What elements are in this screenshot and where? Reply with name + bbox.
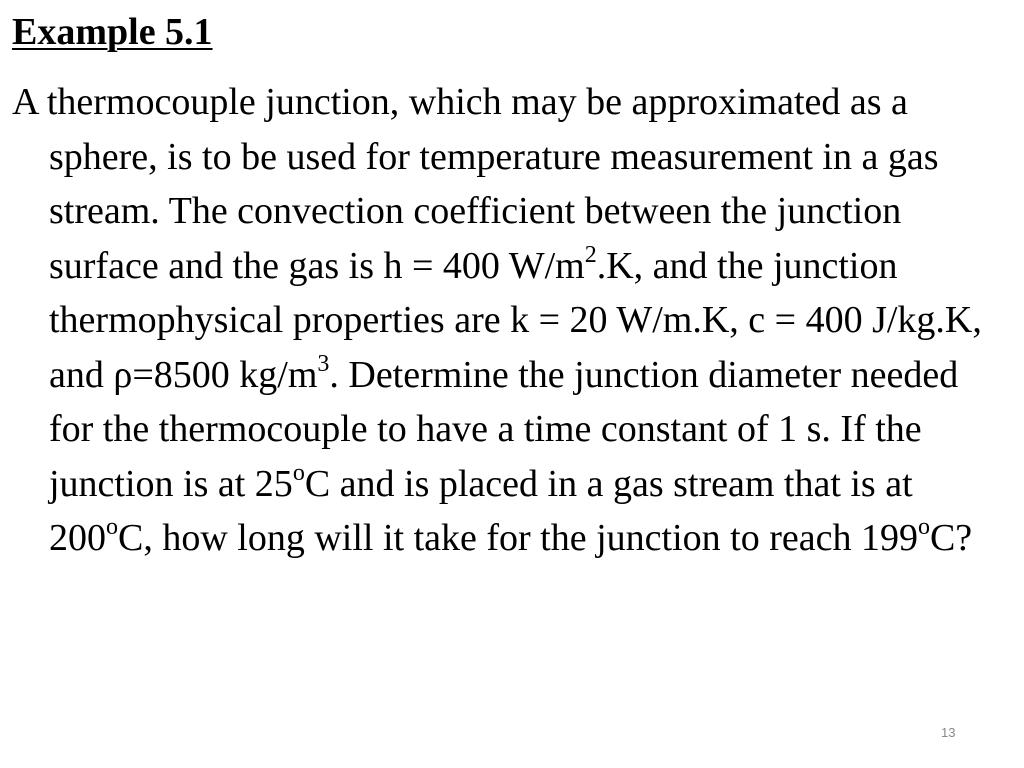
superscript: o bbox=[106, 514, 118, 541]
text-run: A thermocouple junction, which may be approximated as a sphere, is to be used for temperature measurement in a gas stream. The convection coefficient between the junction surface and the gas is h = 400 W/m bbox=[12, 81, 939, 287]
superscript: 3 bbox=[317, 350, 330, 377]
superscript: o bbox=[917, 514, 930, 541]
problem-statement bbox=[12, 75, 1012, 566]
page-number: 13 bbox=[941, 725, 956, 740]
text-run: C? bbox=[929, 517, 973, 559]
text-run: C and is placed in a gas stream that is at 200 bbox=[49, 462, 913, 559]
slide-title: Example 5.1 bbox=[12, 11, 213, 53]
superscript: o bbox=[292, 459, 305, 486]
text-run: C, how long will it take for the junction to reach 199 bbox=[118, 517, 918, 559]
superscript: 2 bbox=[584, 241, 597, 268]
text-run: . Determine the junction diameter needed for the thermocouple to have a time constant of 1 s. If the junction is at 25 bbox=[49, 353, 959, 505]
text-run: .K, and the junction thermophysical properties are k = 20 W/m.K, c = 400 J/kg.K, and ρ=8500 kg/m bbox=[49, 244, 982, 396]
